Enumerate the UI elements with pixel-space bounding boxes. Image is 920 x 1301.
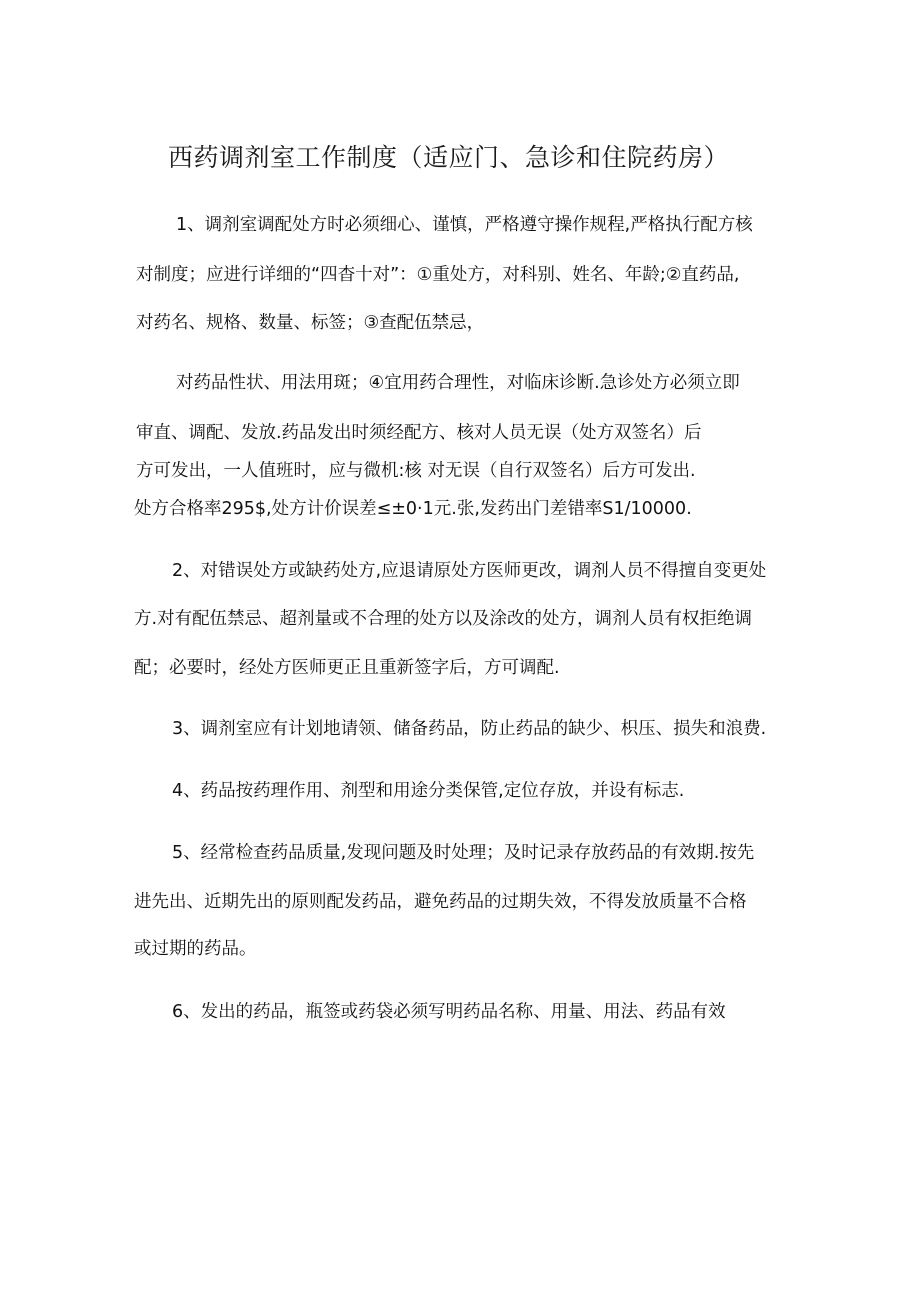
text-line: 3、调剂室应有计划地请领、储备药品，防止药品的缺少、枳压、损失和浪费. (172, 719, 767, 739)
text-line: 对药品性状、用法用斑；④宜用药合理性，对临床诊断.急诊处方必须立即 (176, 373, 740, 393)
text-line: 2、对错误处方或缺药处方,应退请原处方医师更改，调剂人员不得擅自变更处 (172, 561, 767, 581)
text-line: 配；必要时，经处方医师更正且重新签字后，方可调配. (134, 658, 560, 678)
text-line: 审直、调配、发放.药品发出时须经配方、核对人员无误（处方双签名）后 (136, 423, 702, 443)
text-line: 或过期的药品。 (134, 939, 257, 959)
text-line: 对制度；应进行详细的“四杳十对”：①重处方，对科别、姓名、年龄;②直药品, (136, 265, 740, 285)
text-line: 处方合格率295$,处方计价误差≤±0·1元.张,发药出门差错率S1/10000. (134, 499, 692, 519)
text-line: 对药名、规格、数量、标签；③查配伍禁忌， (136, 313, 485, 333)
text-line: 4、药品按药理作用、剂型和用途分类保管,定位存放，并设有标志. (172, 781, 685, 801)
text-line: 5、经常检查药品质量,发现问题及时处理；及时记录存放药品的有效期.按先 (172, 843, 755, 863)
text-line: 进先出、近期先出的原则配发药品，避免药品的过期失效，不得发放质量不合格 (134, 892, 747, 912)
text-line: 6、发出的药品，瓶签或药袋必须写明药品名称、用量、用法、药品有效 (172, 1002, 726, 1022)
text-line: 1、调剂室调配处方时必须细心、谨慎，严格遵守操作规程,严格执行配方核 (176, 215, 753, 235)
document-title: 西药调剂室工作制度（适应门、急诊和住院药房） (168, 143, 730, 172)
text-line: 方可发出，一人值班时，应与微机:核 对无误（自行双签名）后方可发出. (136, 461, 696, 481)
text-line: 方.对有配伍禁忌、超剂量或不合理的处方以及涂改的处方，调剂人员有权拒绝调 (134, 609, 753, 629)
